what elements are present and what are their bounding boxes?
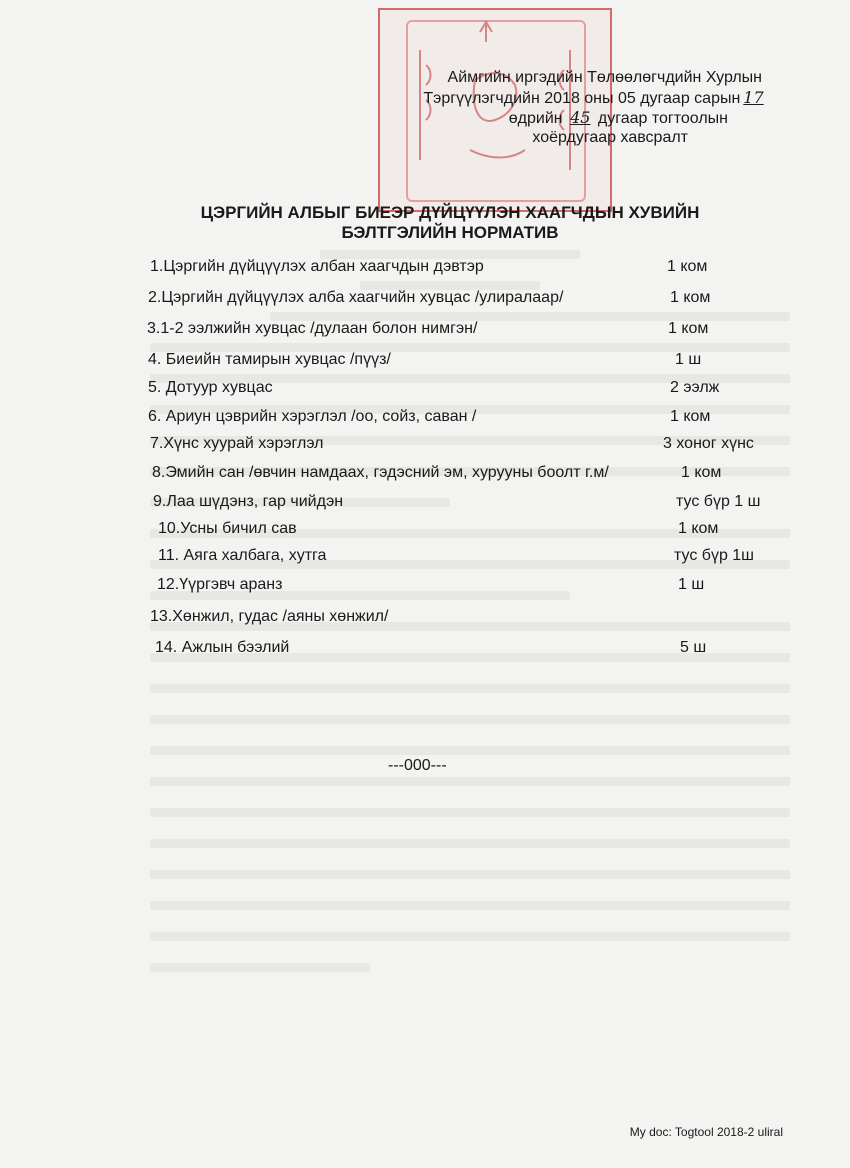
header-line-3-suffix: дугаар тогтоолын bbox=[597, 110, 728, 127]
end-separator: ---000--- bbox=[388, 757, 447, 774]
handwritten-day: 17 bbox=[743, 88, 764, 107]
header-line-3 bbox=[509, 108, 728, 129]
header-line-3-prefix: өдрийн bbox=[508, 110, 563, 127]
header-line-2 bbox=[423, 88, 780, 109]
header-line-2-text: Тэргүүлэгчдийн 2018 оны 05 дугаар сарын bbox=[423, 90, 741, 107]
document-title bbox=[150, 203, 750, 243]
header-line-4: хоёрдугаар хавсралт bbox=[532, 129, 688, 146]
header-line-1: Аймгийн иргэдийн Төлөөлөгчдийн Хурлын bbox=[447, 69, 762, 86]
title-line-1: ЦЭРГИЙН АЛБЫГ БИЕЭР ДҮЙЦҮҮЛЭН ХААГЧДЫН ХУВИЙН bbox=[200, 203, 700, 222]
title-line-2: БЭЛТГЭЛИЙН НОРМАТИВ bbox=[341, 223, 559, 242]
document-page: Аймгийн иргэдийн Төлөөлөгчдийн Хурлын Тэргүүлэгчдийн 2018 оны 05 дугаар сарын 17 өдрийн 45 дугаар тогтоолын хоёрдугаар хавсралт ЦЭРГИЙН АЛБЫГ БИЕЭР ДҮЙЦҮҮЛЭН ХААГЧДЫН ХУВИЙН БЭЛТГЭЛИЙН НОРМАТИВ 1.Цэргийн дүйцүүлэх албан хаагчдын дэвтэр 1 ком 2.Цэргийн дүйцүүлэх алба хаагчийн хувцас /улиралаар/ 1 ком 3.1-2 ээлжийн хувцас /дулаан болон нимгэн/ 1 ком 4. Биеийн тамирын хувцас /пүүз/ 1 ш 5. Дотуур хувцас 2 ээлж 6. Ариун цэврийн хэрэглэл /оо, сойз, саван / 1 ком 7.Хүнс хуурай хэрэглэл 3 хоног хүнс 8.Эмийн сан /өвчин намдаах, гэдэсний эм, хурууны боолт г.м/ 1 ком 9.Лаа шүдэнз, гар чийдэн тус бүр 1 ш 10.Усны бичил сав 1 ком 11. Аяга халбага, хутга тус бүр 1ш 12.Үүргэвч аранз 1 ш 13.Хөнжил, гудас /аяны хөнжил/ 14. Ажлын бээлий 5 ш ---000--- My doc: Togtool 2018-2 uliral bbox=[0, 0, 850, 1168]
handwritten-number: 45 bbox=[570, 108, 591, 127]
footer-doc-ref: My doc: Togtool 2018-2 uliral bbox=[629, 1125, 783, 1139]
